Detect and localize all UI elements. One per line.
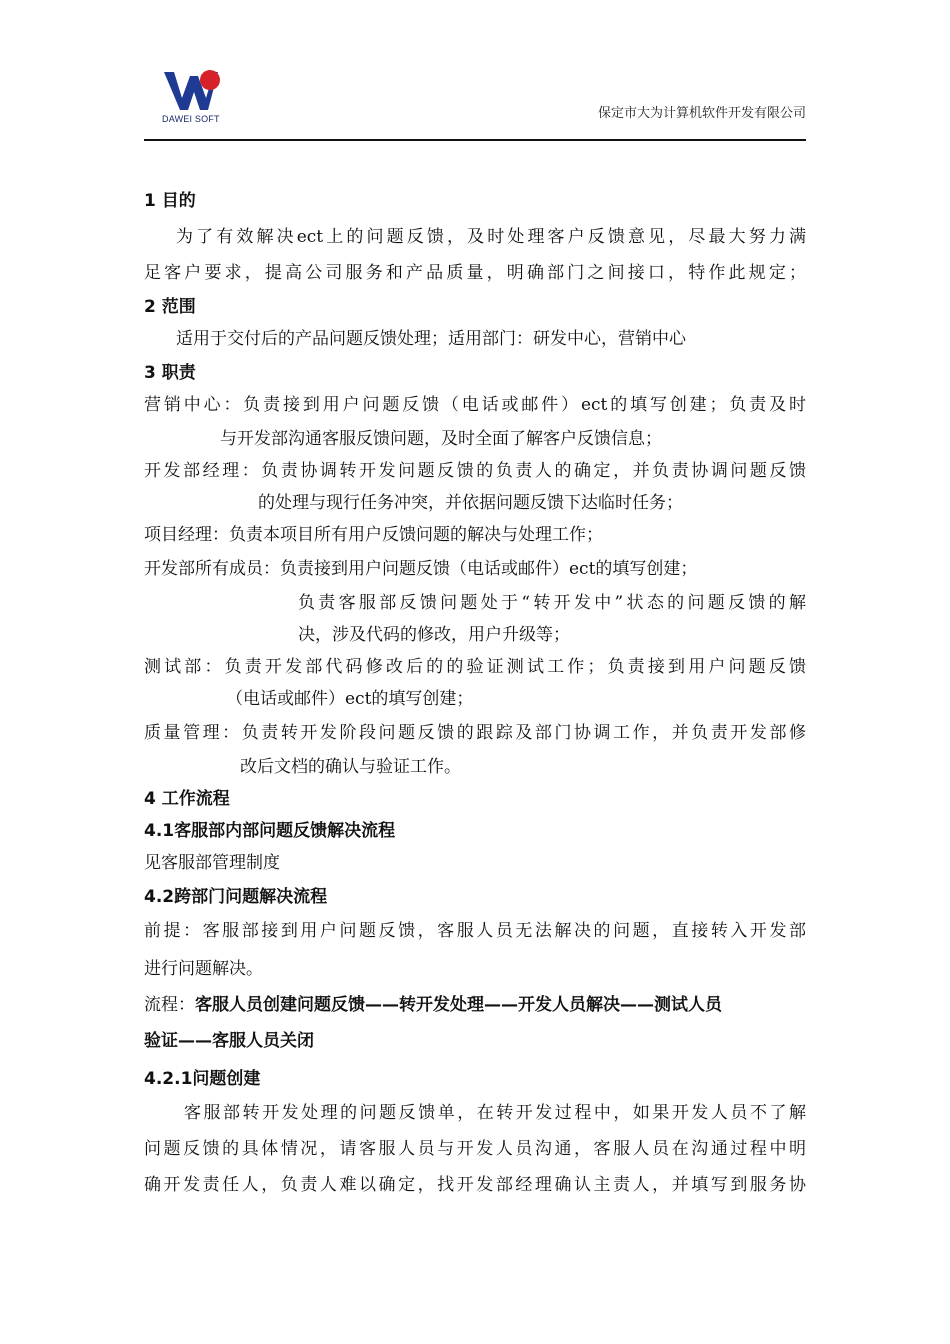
flow-steps: 客服人员创建问题反馈——转开发处理——开发人员解决——测试人员 <box>195 995 722 1015</box>
section-4-2-para-line-2: 进行问题解决。 <box>144 959 263 979</box>
flow-line-2: 验证——客服人员关闭 <box>144 1031 314 1051</box>
duty-marketing-line-1: 营销中心：负责接到用户问题反馈（电话或邮件）ect的填写创建；负责及时 <box>144 395 806 415</box>
duty-quality-line-2: 改后文档的确认与验证工作。 <box>240 757 461 777</box>
section-2-title: 2 范围 <box>144 297 196 317</box>
section-1-para-line-1: 为了有效解决ect上的问题反馈，及时处理客户反馈意见，尽最大努力满 <box>176 227 806 247</box>
duty-test-line-2: （电话或邮件）ect的填写创建； <box>226 689 474 709</box>
duty-quality-line-1: 质量管理：负责转开发阶段问题反馈的跟踪及部门协调工作，并负责开发部修 <box>144 723 806 743</box>
section-3-title: 3 职责 <box>144 363 196 383</box>
duty-dev-manager-line-1: 开发部经理：负责协调转开发问题反馈的负责人的确定，并负责协调问题反馈 <box>144 461 806 481</box>
company-name: 保定市大为计算机软件开发有限公司 <box>597 106 806 121</box>
section-4-title: 4 工作流程 <box>144 789 230 809</box>
duty-marketing-line-2: 与开发部沟通客服反馈问题，及时全面了解客户反馈信息； <box>220 429 662 449</box>
section-4-2-title: 4.2跨部门问题解决流程 <box>144 887 328 907</box>
header-rule <box>144 139 806 141</box>
duty-test-line-1: 测试部：负责开发部代码修改后的的验证测试工作；负责接到用户问题反馈 <box>144 657 806 677</box>
logo-text: DAWEI SOFT <box>162 114 220 124</box>
section-4-2-1-para-line-2: 问题反馈的具体情况，请客服人员与开发人员沟通，客服人员在沟通过程中明 <box>144 1139 806 1159</box>
duty-dev-members-line-2: 负责客服部反馈问题处于“转开发中”状态的问题反馈的解 <box>298 593 806 613</box>
section-2-para: 适用于交付后的产品问题反馈处理；适用部门：研发中心，营销中心 <box>176 329 686 349</box>
section-4-2-1-para-line-1: 客服部转开发处理的问题反馈单，在转开发过程中，如果开发人员不了解 <box>184 1103 806 1123</box>
duty-project-manager: 项目经理：负责本项目所有用户反馈问题的解决与处理工作； <box>144 525 603 545</box>
flow-line-1 <box>144 994 722 1016</box>
section-4-2-1-para-line-3: 确开发责任人，负责人难以确定，找开发部经理确认主责人，并填写到服务协 <box>144 1175 806 1195</box>
duty-dev-members-line-3: 决，涉及代码的修改，用户升级等； <box>298 625 570 645</box>
section-4-2-para-line-1: 前提：客服部接到用户问题反馈，客服人员无法解决的问题，直接转入开发部 <box>144 921 806 941</box>
flow-label: 流程： <box>144 995 195 1015</box>
section-4-2-1-title: 4.2.1问题创建 <box>144 1069 261 1089</box>
duty-dev-manager-line-2: 的处理与现行任务冲突，并依据问题反馈下达临时任务； <box>258 493 683 513</box>
section-1-para-line-2: 足客户要求，提高公司服务和产品质量，明确部门之间接口，特作此规定； <box>144 263 806 283</box>
duty-dev-members-line-1: 开发部所有成员：负责接到用户问题反馈（电话或邮件）ect的填写创建； <box>144 559 698 579</box>
section-4-1-title: 4.1客服部内部问题反馈解决流程 <box>144 821 396 841</box>
section-4-1-para: 见客服部管理制度 <box>144 853 280 873</box>
section-1-title: 1 目的 <box>144 191 196 211</box>
